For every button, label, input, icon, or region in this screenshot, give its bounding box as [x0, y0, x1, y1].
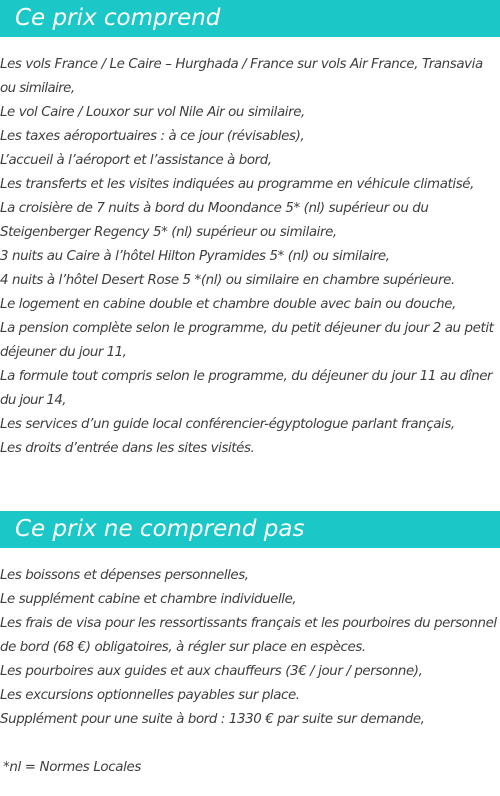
list-item: ou similaire,	[0, 81, 75, 96]
includes-title: Ce prix comprend	[15, 5, 221, 31]
list-item: Supplément pour une suite à bord : 1330 € par suite sur demande,	[0, 712, 425, 727]
list-item: Les excursions optionnelles payables sur place.	[0, 688, 300, 703]
list-item: Les vols France / Le Caire – Hurghada / France sur vols Air France, Transavia	[0, 57, 483, 72]
list-item: 3 nuits au Caire à l’hôtel Hilton Pyramides 5* (nl) ou similaire,	[0, 249, 390, 264]
excludes-list	[0, 564, 500, 732]
list-item: Steigenberger Regency 5* (nl) supérieur ou similaire,	[0, 225, 337, 240]
list-item: Les droits d’entrée dans les sites visités.	[0, 441, 255, 456]
list-item: Les transferts et les visites indiquées au programme en véhicule climatisé,	[0, 177, 475, 192]
list-item: Les boissons et dépenses personnelles,	[0, 568, 249, 583]
list-item: du jour 14,	[0, 393, 66, 408]
excludes-header	[0, 511, 500, 548]
list-item: Le logement en cabine double et chambre double avec bain ou douche,	[0, 297, 456, 312]
list-item: Les pourboires aux guides et aux chauffeurs (3€ / jour / personne),	[0, 664, 423, 679]
list-item: La formule tout compris selon le programme, du déjeuner du jour 11 au dîner	[0, 369, 493, 384]
list-item: 4 nuits à l’hôtel Desert Rose 5 *(nl) ou similaire en chambre supérieure.	[0, 273, 455, 288]
list-item: déjeuner du jour 11,	[0, 345, 127, 360]
list-item: de bord (68 €) obligatoires, à régler sur place en espèces.	[0, 640, 366, 655]
excludes-title: Ce prix ne comprend pas	[15, 516, 305, 542]
includes-header	[0, 0, 500, 37]
list-item: La croisière de 7 nuits à bord du Moondance 5* (nl) supérieur ou du	[0, 201, 429, 216]
list-item: Les frais de visa pour les ressortissants français et les pourboires du personnel	[0, 616, 497, 631]
list-item: Les taxes aéroportuaires : à ce jour (révisables),	[0, 129, 305, 144]
list-item: Le supplément cabine et chambre individuelle,	[0, 592, 297, 607]
includes-list	[0, 53, 500, 461]
list-item: La pension complète selon le programme, du petit déjeuner du jour 2 au petit	[0, 321, 494, 336]
footnote: *nl = Normes Locales	[3, 760, 142, 775]
list-item: L’accueil à l’aéroport et l’assistance à bord,	[0, 153, 272, 168]
list-item: Les services d’un guide local conférencier-égyptologue parlant français,	[0, 417, 455, 432]
list-item: Le vol Caire / Louxor sur vol Nile Air ou similaire,	[0, 105, 305, 120]
